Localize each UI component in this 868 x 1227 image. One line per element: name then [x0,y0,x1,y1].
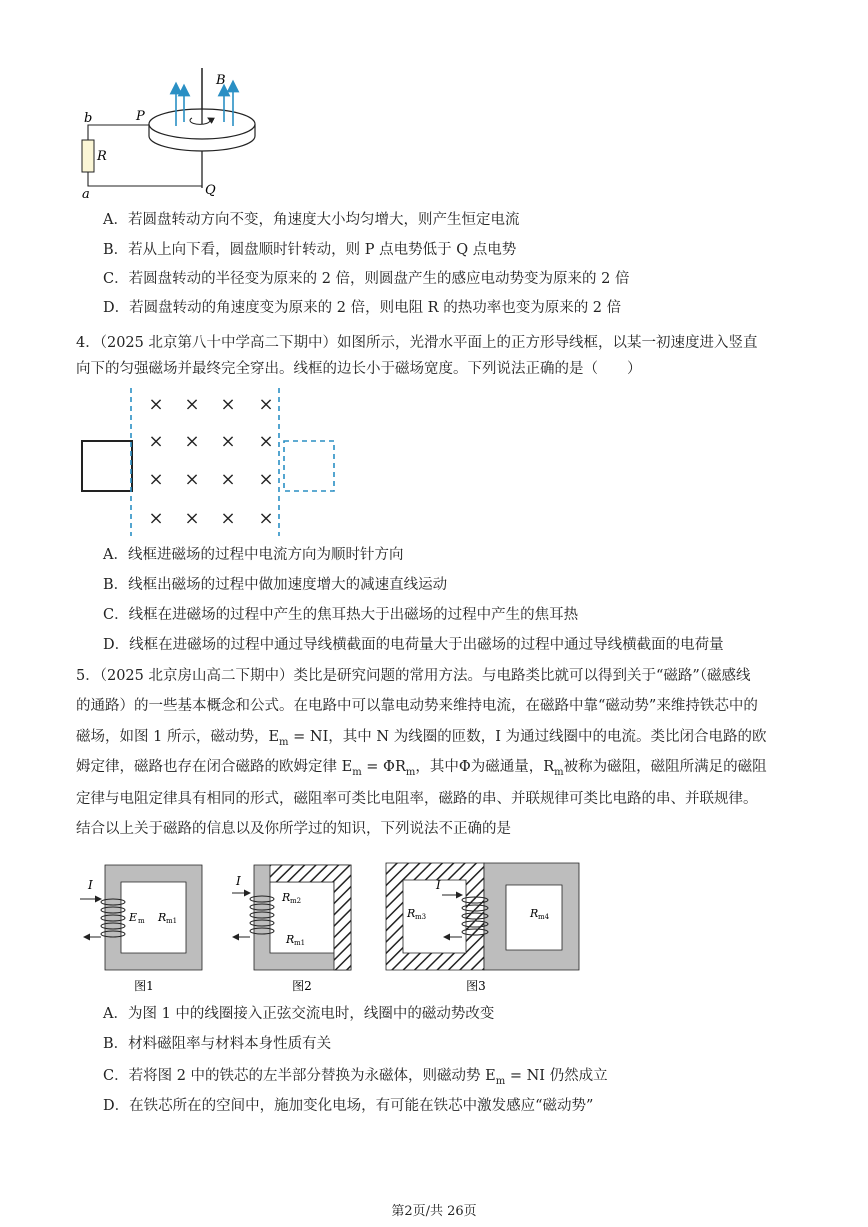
svg-text:m1: m1 [166,917,178,925]
svg-text:m2: m2 [290,897,302,905]
svg-text:R: R [530,907,539,920]
q4-option-a: A．线框进磁场的过程中电流方向为顺时针方向 [103,547,404,563]
field-symbol-0-1: × [184,394,200,415]
q5-stem-line5: 定律与电阻定律具有相同的形式，磁阻率可类比电阻率，磁路的串、并联规律可类比电路的串、并联规律。 [76,791,758,807]
field-symbol-1-1: × [184,431,200,452]
q5-stem-line2: 的通路）的一些基本概念和公式。在电路中可以靠电动势来维持电流，在磁路中靠“磁动势”来维持铁芯中的 [76,698,758,714]
figure-2 [232,865,351,993]
figure-1 [80,865,202,993]
q4-option-d: D．线框在进磁场的过程中通过导线横截面的电荷量大于出磁场的过程中通过导线横截面的电荷量 [103,637,724,653]
q4-stem-line1: 4．（2025 北京第八十中学高二下期中）如图所示，光滑水平面上的正方形导线框，以某一初速度进入竖直 [76,335,758,351]
field-symbol-3-1: × [184,508,200,529]
svg-text:E: E [129,911,138,924]
svg-text:I: I [236,874,241,888]
field-symbol-2-3: × [258,469,274,490]
svg-text:I: I [88,878,93,892]
field-symbol-0-3: × [258,394,274,415]
q5-option-a: A．为图 1 中的线圈接入正弦交流电时，线圈中的磁动势改变 [103,1006,495,1022]
figure-3-caption: 图3 [466,979,486,993]
label-b: b [84,111,93,126]
field-symbol-0-0: × [148,394,164,415]
svg-text:R: R [286,933,295,946]
page-footer: 第2页/共 26页 [391,1204,477,1219]
q5-option-c: C．若将图 2 中的铁芯的左半部分替换为永磁体，则磁动势 $E_m$ = NI 仍然成立 [103,1068,608,1087]
svg-text:R: R [158,911,167,924]
field-symbol-2-2: × [220,469,236,490]
svg-text:m: m [138,917,145,925]
field-symbol-3-2: × [220,508,236,529]
field-symbol-3-0: × [148,508,164,529]
svg-text:m3: m3 [415,913,427,921]
svg-text:I: I [436,878,441,892]
q3-option-d: D．若圆盘转动的角速度变为原来的 2 倍，则电阻 R 的热功率也变为原来的 2 倍 [103,300,622,316]
label-P: P [136,109,145,124]
q5-stem-line3: 磁场，如图 1 所示，磁动势，$E_m$ = NI，其中 N 为线圈的匝数，I 为通过线圈中的电流。类比闭合电路的欧 [76,729,767,748]
q5-option-b: B．材料磁阻率与材料本身性质有关 [103,1036,332,1052]
label-Q: Q [205,183,216,198]
figure-1-caption: 图1 [134,979,154,993]
q5-stem-line6: 结合以上关于磁路的信息以及你所学过的知识，下列说法不正确的是 [76,821,511,837]
q4-stem-line2: 向下的匀强磁场并最终完全穿出。线框的边长小于磁场宽度。下列说法正确的是（ ） [76,361,642,377]
label-a: a [82,187,90,200]
q5-stem-line4: 姆定律，磁路也存在闭合磁路的欧姆定律 $E_m = \Phi R_m$，其中Φ为磁通量，$R_m$被称为磁阻，磁阻所满足的磁阻 [76,759,767,778]
svg-text:R: R [282,891,291,904]
disk-generator-figure [76,60,276,200]
field-symbol-0-2: × [220,394,236,415]
label-R: R [97,149,107,164]
q5-stem-line1: 5．（2025 北京房山高二下期中）类比是研究问题的常用方法。与电路类比就可以得到关于“磁路”（磁感线 [76,668,751,684]
field-symbol-1-3: × [258,431,274,452]
magnetic-field-figure [76,388,346,538]
q3-option-b: B．若从上向下看，圆盘顺时针转动，则 P 点电势低于 Q 点电势 [103,242,517,258]
figure-2-caption: 图2 [292,979,312,993]
field-symbol-1-0: × [148,431,164,452]
magnetic-circuit-figures [76,855,596,997]
svg-text:m4: m4 [538,913,550,921]
svg-text:R: R [407,907,416,920]
label-B: B [216,73,226,88]
field-symbol-1-2: × [220,431,236,452]
q3-option-a: A．若圆盘转动方向不变，角速度大小均匀增大，则产生恒定电流 [103,212,520,228]
figure-3 [386,863,579,993]
field-symbol-3-3: × [258,508,274,529]
q5-option-d: D．在铁芯所在的空间中，施加变化电场，有可能在铁芯中激发感应“磁动势” [103,1098,594,1114]
q4-option-c: C．线框在进磁场的过程中产生的焦耳热大于出磁场的过程中产生的焦耳热 [103,607,579,623]
field-symbol-2-0: × [148,469,164,490]
q3-option-c: C．若圆盘转动的半径变为原来的 2 倍，则圆盘产生的感应电动势变为原来的 2 倍 [103,271,630,287]
q4-option-b: B．线框出磁场的过程中做加速度增大的减速直线运动 [103,577,448,593]
svg-text:m1: m1 [294,939,306,947]
field-symbol-2-1: × [184,469,200,490]
